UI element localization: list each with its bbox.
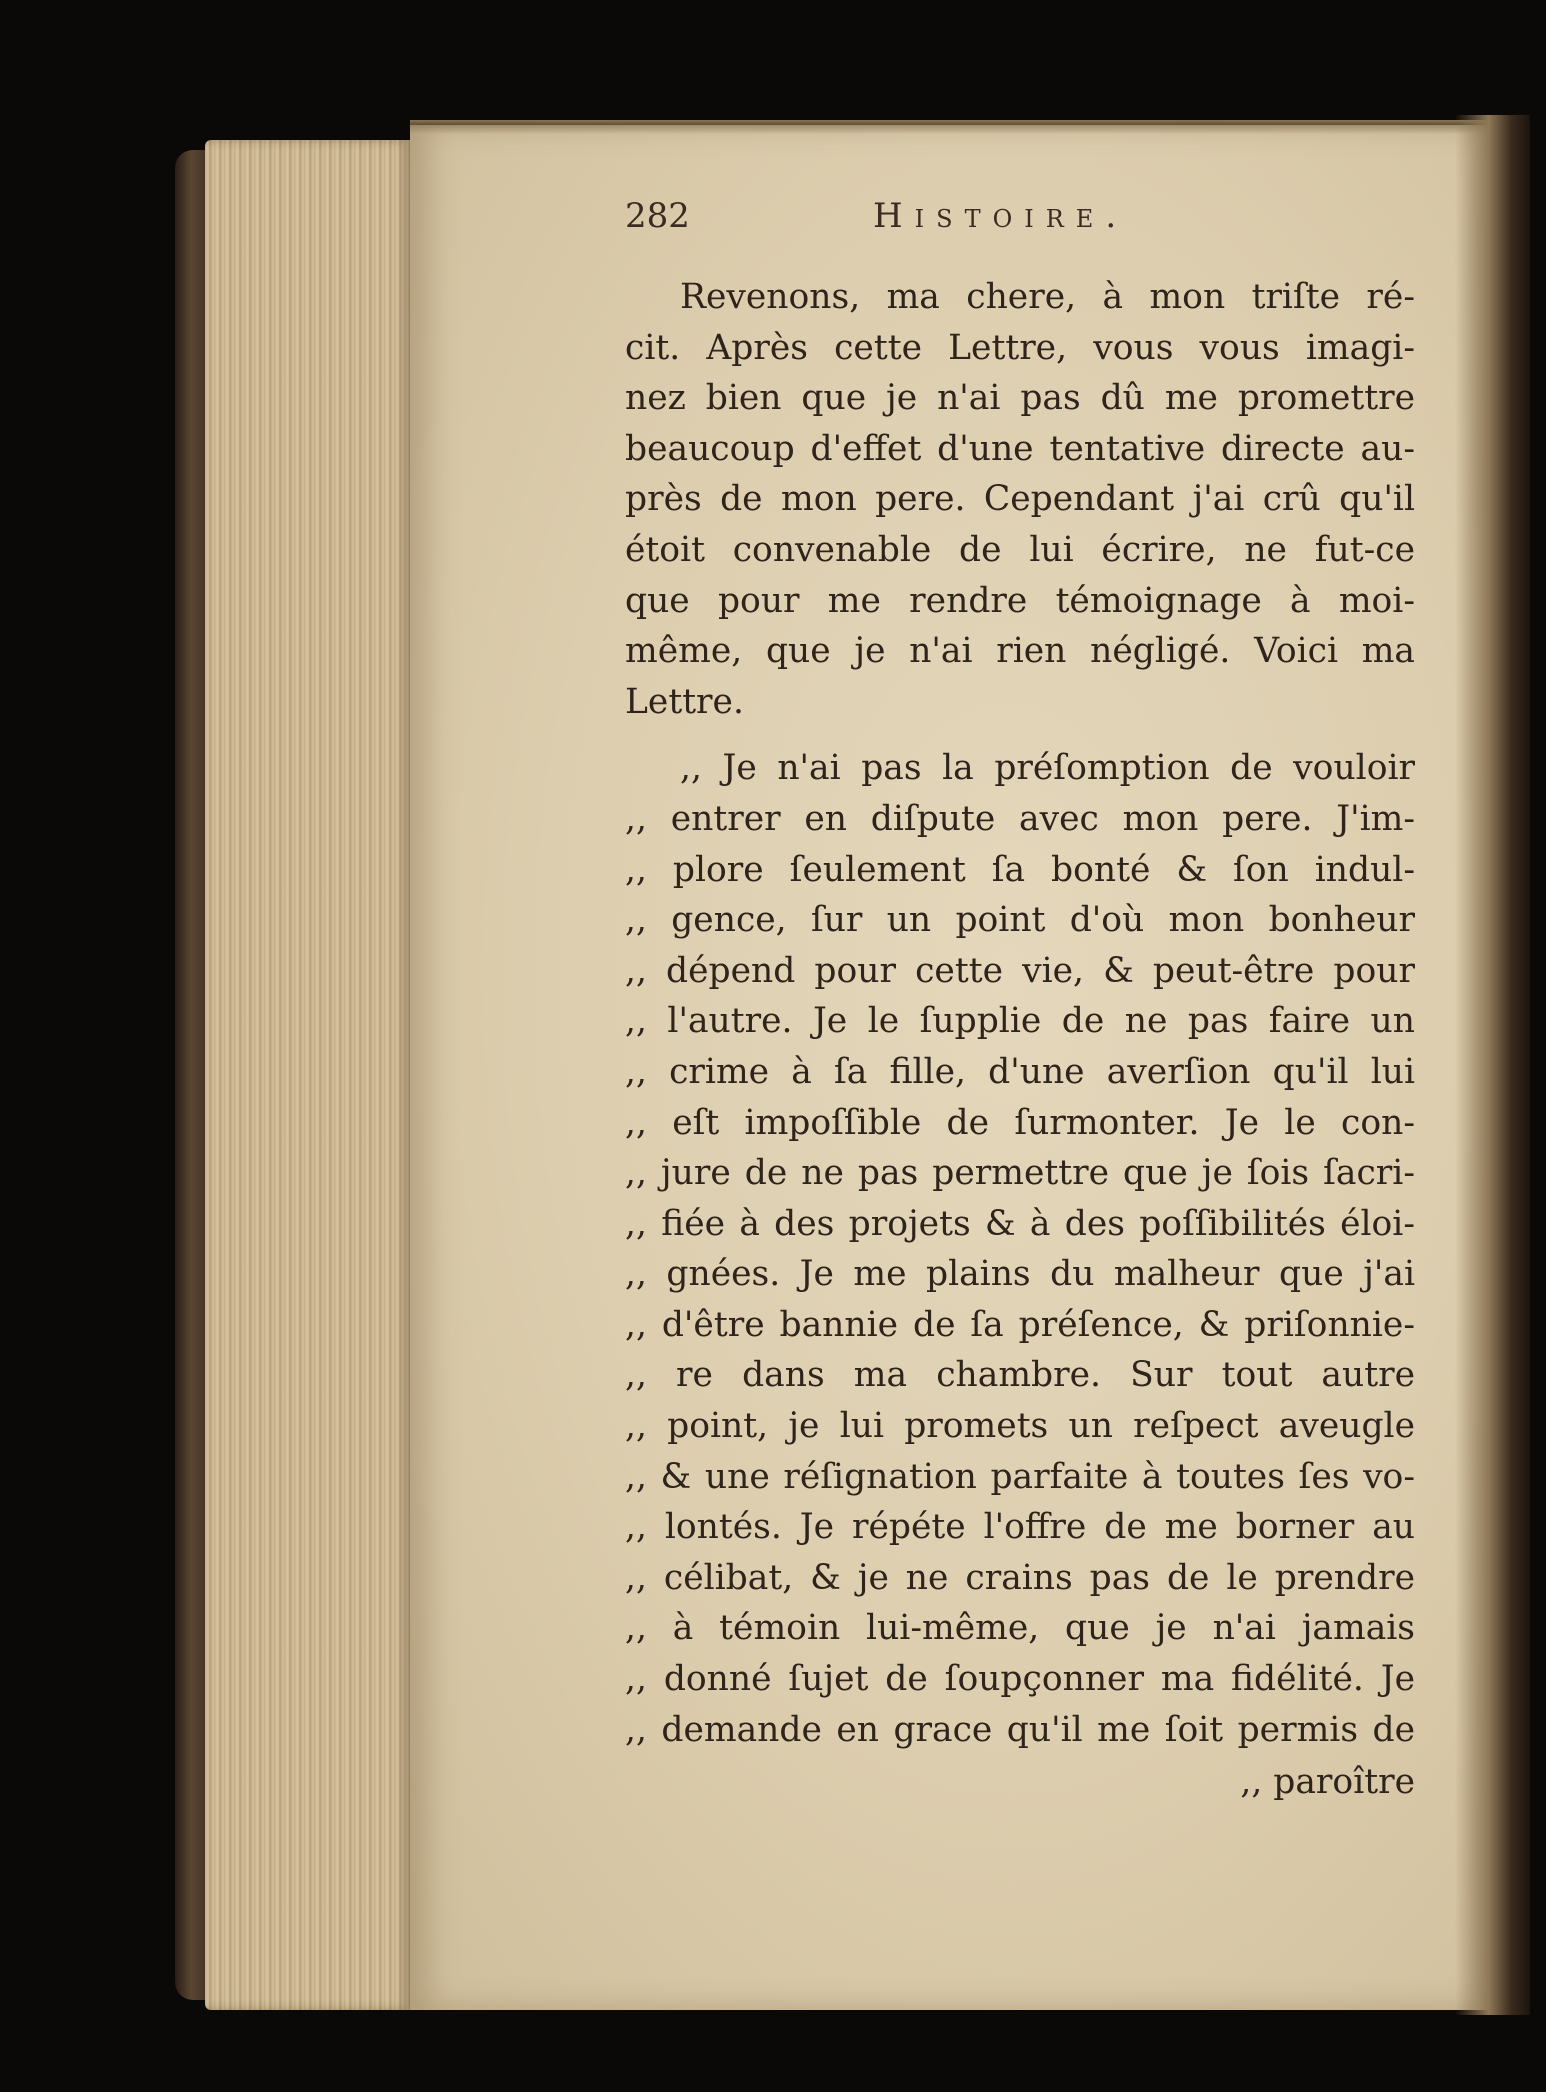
book-gutter (1455, 115, 1530, 2015)
text-line: étoit convenable de lui écrire, ne fut-ce (625, 529, 1415, 570)
text-line: ,, crime à ſa fille, d'une averſion qu'il lui (625, 1051, 1415, 1092)
text-line: même, que je n'ai rien négligé. Voici ma (625, 631, 1415, 672)
text-line: ,, entrer en diſpute avec mon pere. J'im- (625, 798, 1415, 839)
text-line: beaucoup d'effet d'une tentative directe au- (625, 428, 1415, 469)
text-line: ,, l'autre. Je le ſupplie de ne pas faire un (625, 1001, 1415, 1042)
page-header (625, 196, 1425, 256)
text-line: ,, demande en grace qu'il me ſoit permis de (625, 1709, 1415, 1750)
text-line: ,, eſt impoſſible de ſurmonter. Je le con- (625, 1102, 1415, 1143)
body-text (625, 272, 1415, 1808)
text-line: ,, re dans ma chambre. Sur tout autre (625, 1355, 1415, 1396)
text-line: cit. Après cette Lettre, vous vous imagi- (625, 327, 1415, 368)
text-line: ,, & une réſignation parfaite à toutes ſes vo- (625, 1456, 1415, 1497)
text-line: nez bien que je n'ai pas dû me promettre (625, 378, 1415, 419)
text-line: Revenons, ma chere, à mon triſte ré- (680, 277, 1415, 317)
text-line: ,, dépend pour cette vie, & peut-être pour (625, 950, 1415, 991)
text-line: ,, célibat, & je ne crains pas de le prendre (625, 1557, 1415, 1598)
paragraph-1 (625, 272, 1415, 727)
page-top-shadow (410, 120, 1500, 134)
text-line: ,, jure de ne pas permettre que je ſois ſacri- (625, 1153, 1415, 1194)
text-line: ,, à témoin lui-même, que je n'ai jamais (625, 1608, 1415, 1649)
text-line: ,, gnées. Je me plains du malheur que j'ai (625, 1254, 1415, 1295)
page-fore-edge (205, 140, 410, 2010)
text-line: près de mon pere. Cependant j'ai crû qu'il (625, 479, 1415, 520)
text-line: ,, fiée à des projets & à des poſſibilités éloi- (625, 1203, 1415, 1244)
catchword: ,, paroître (1240, 1762, 1415, 1803)
text-line: ,, lontés. Je répéte l'offre de me borner au (625, 1507, 1415, 1548)
text-line: ,, gence, ſur un point d'où mon bonheur (625, 900, 1415, 941)
text-line: que pour me rendre témoignage à moi- (625, 580, 1415, 621)
page-number: 282 (625, 196, 690, 236)
text-line: Lettre. (625, 681, 744, 722)
paragraph-2-letter (625, 743, 1415, 1755)
text-line: ,, d'être bannie de ſa préſence, & priſonnie- (625, 1304, 1415, 1345)
text-line: ,, plore ſeulement ſa bonté & ſon indul- (625, 849, 1415, 890)
text-line: ,, point, je lui promets un reſpect aveugle (625, 1406, 1415, 1447)
text-line: ,, Je n'ai pas la préſomption de vouloir (680, 748, 1415, 789)
text-line: ,, donné ſujet de ſoupçonner ma fidélité. Je (625, 1659, 1415, 1700)
running-title: Histoire. (873, 196, 1129, 236)
